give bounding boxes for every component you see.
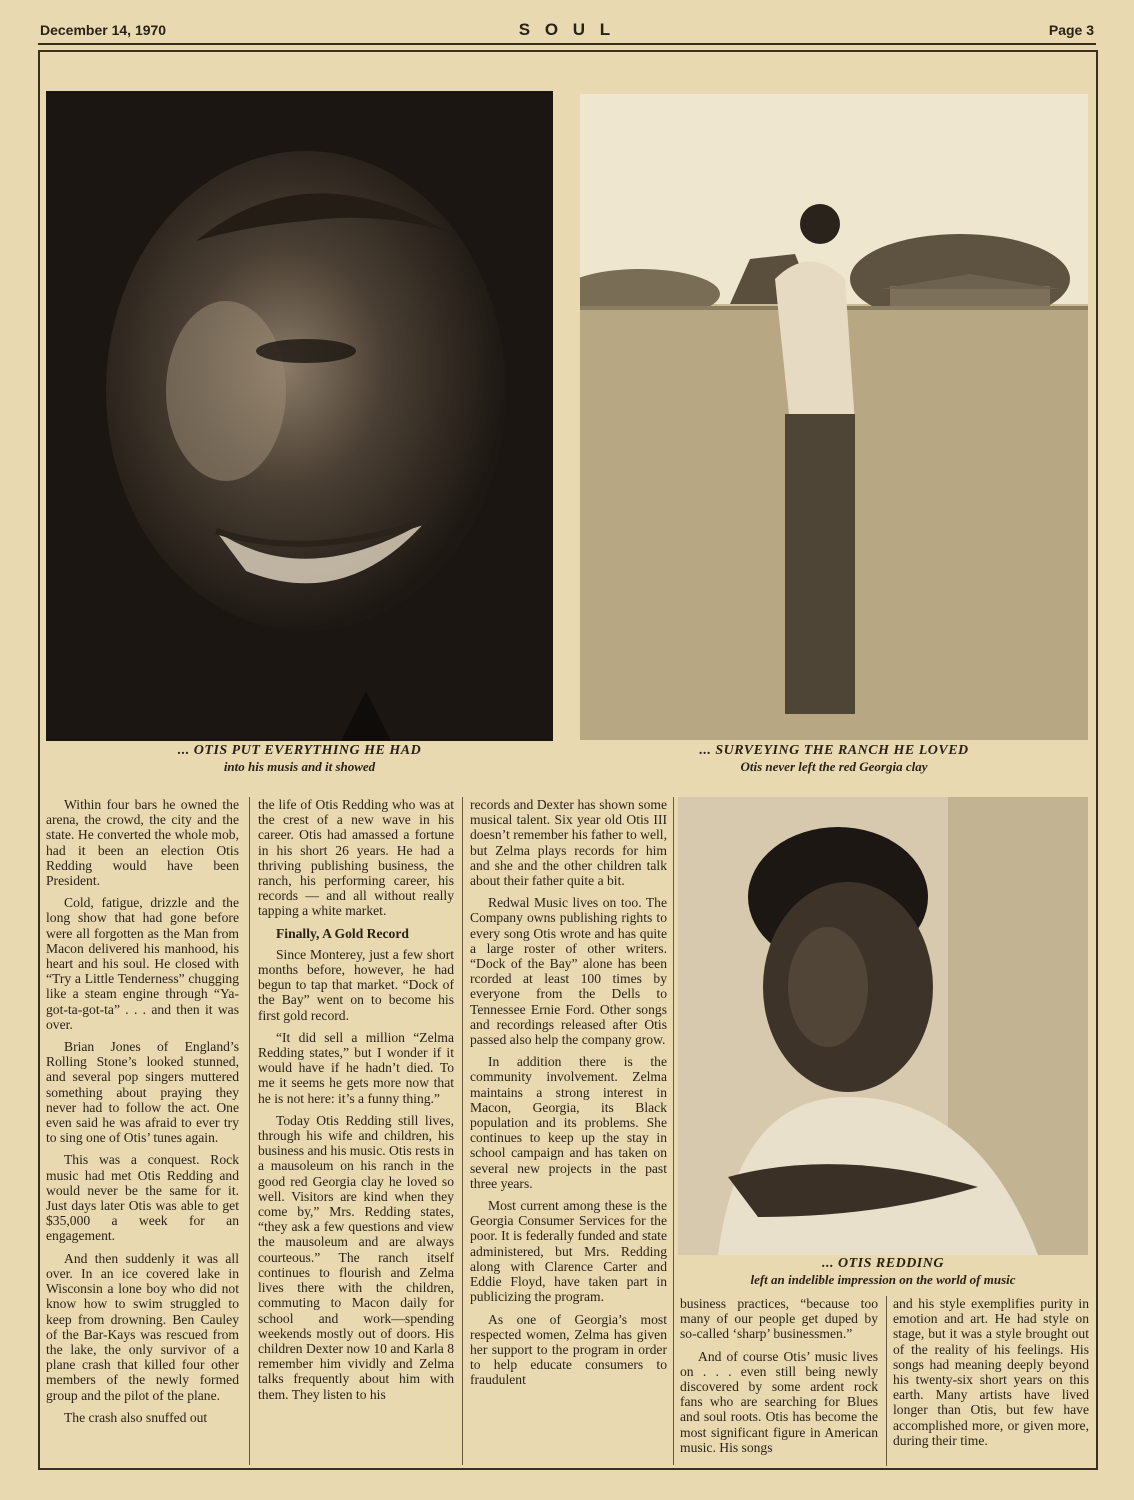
- caption-subline: left an indelible impression on the world of music: [750, 1272, 1016, 1287]
- paragraph: records and Dexter has shown some musical talent. Six year old Otis III doesn’t remember his father to well, but Zelma plays records for him and she and the other children talk about their father quite a bit.: [470, 797, 667, 889]
- caption-subline: Otis never left the red Georgia clay: [740, 759, 928, 774]
- paragraph: business practices, “because too many of our people get duped by so-called ‘sharp’ businessmen.”: [680, 1296, 878, 1342]
- paragraph: The crash also snuffed out: [64, 1409, 208, 1425]
- article-column-2: [258, 797, 454, 1467]
- paragraph: and his style exemplifies purity in emotion and art. He had style on stage, but it was a style brought out of the reality of his feelings. His songs had meaning deeply beyond his twenty-six short years on this earth. Many artists have lived longer than Otis, but few have accomplished more, or given more, during their time.: [893, 1296, 1089, 1448]
- portrait-photo-laughing: [46, 91, 553, 741]
- publication-title: S O U L: [518, 20, 616, 39]
- ranch-photo: [580, 94, 1088, 740]
- paragraph: Within four bars he owned the arena, the crowd, the city and the state. He converted the whole mob, had it been an election Otis Redding would have been President.: [46, 797, 239, 889]
- caption-headline: ... OTIS PUT EVERYTHING HE HAD: [177, 743, 422, 758]
- column-divider: [462, 797, 463, 1465]
- paragraph: Most current among these is the Georgia Consumer Services for the poor. It is federally funded and state administered, but Mrs. Redding along with Clarence Carter and Eddie Floyd, have taken part in publicizing the program.: [470, 1198, 667, 1305]
- paragraph: In addition there is the community involvement. Zelma maintains a strong interest in Macon, Georgia, its Black population and its problems. She continues to keep up the stay in school campaign and has taken on several new projects in the past three years.: [470, 1054, 667, 1191]
- caption-photo-three: [678, 1256, 1088, 1288]
- paragraph: As one of Georgia’s most respected women, Zelma has given her support to the program in order to help educate consumers to fraudulent: [470, 1311, 667, 1388]
- paragraph: the life of Otis Redding who was at the crest of a new wave in his career. Otis had amassed a fortune in his short 26 years. He had a thriving publishing business, the ranch, his performing career, his records — and all without really tapping a white market.: [258, 797, 454, 919]
- caption-photo-two: [580, 743, 1088, 775]
- portrait-photo-seated: [678, 797, 1088, 1255]
- paragraph: This was a conquest. Rock music had met Otis Redding and would never be the same for it. Just days later Otis was able to get $35,000 a week for an engagement.: [46, 1152, 239, 1244]
- paragraph: Redwal Music lives on too. The Company owns publishing rights to every song Otis wrote and has quite a large roster of other writers. “Dock of the Bay” alone has been rcorded at least 100 times by everyone from the Dells to Tennessee Ernie Ford. Other songs and recordings released after Otis passed also help the company grow.: [470, 895, 667, 1048]
- paragraph: Cold, fatigue, drizzle and the long show that had gone before were all forgotten as the Man from Macon delivered his manhood, his heart and his soul. He closed with “Try a Little Tenderness” chugging like a steam engine through “Ya-got-ta-got-ta” . . . and then it was over.: [46, 895, 239, 1032]
- paragraph: Today Otis Redding still lives, through his wife and children, his business and his music. Otis rests in a mausoleum on his ranch in the good red Georgia clay he loved so well. Visitors are kind when they come by,” Mrs. Redding states, “they ask a few questions and view the mausoleum and are always courteous.” The ranch itself continues to flourish and Zelma lives there with the children, commuting to Macon daily for school and work—spending weekends mostly out of doors. His children Dexter now 10 and Karla 8 remember him vividly and Zelma talks frequently about him with them. They listen to his: [258, 1112, 454, 1402]
- paragraph: And then suddenly it was all over. In an ice covered lake in Wisconsin a lone boy who did not know how to swim struggled to keep from drowning. Ben Cauley of the Bar-Kays was rescued from the lake, the only survivor of a plane crash that killed four other members of the newly formed group and the pilot of the plane.: [46, 1250, 239, 1403]
- issue-date: December 14, 1970: [40, 22, 167, 38]
- caption-headline: ... OTIS REDDING: [822, 1256, 944, 1271]
- article-subhead: Finally, A Gold Record: [276, 925, 409, 941]
- paragraph: And of course Otis’ music lives on . . . even still being newly discovered by some ardent rock fans who are searching for Blues and soul roots. Otis has become the most significant figure in American music. His songs: [680, 1348, 878, 1455]
- article-column-5: [893, 1296, 1089, 1468]
- column-divider: [886, 1296, 887, 1466]
- column-divider: [673, 797, 674, 1465]
- paragraph: Brian Jones of England’s Rolling Stone’s looked stunned, and several pop singers muttered something about praying they never had to follow the act. One even said he was afraid to ever try to sing one of Otis’ tunes again.: [46, 1039, 239, 1146]
- article-column-1: [46, 797, 239, 1467]
- article-column-3: [470, 797, 667, 1467]
- header-rule: [38, 43, 1096, 45]
- article-column-4: [680, 1296, 878, 1468]
- paragraph: Since Monterey, just a few short months before, however, he had begun to tap that market. “Dock of the Bay” went on to become his first gold record.: [258, 946, 454, 1023]
- page-number: Page 3: [1048, 22, 1094, 38]
- caption-subline: into his musis and it showed: [223, 759, 376, 774]
- column-divider: [249, 797, 250, 1465]
- caption-photo-one: [46, 743, 553, 775]
- paragraph: “It did sell a million “Zelma Redding states,” but I wonder if it would have if he hadn’t died. To me it seems he gets more now that he is not here: it’s a funny thing.”: [258, 1029, 454, 1106]
- page-header: [40, 20, 1094, 42]
- caption-headline: ... SURVEYING THE RANCH HE LOVED: [699, 743, 969, 758]
